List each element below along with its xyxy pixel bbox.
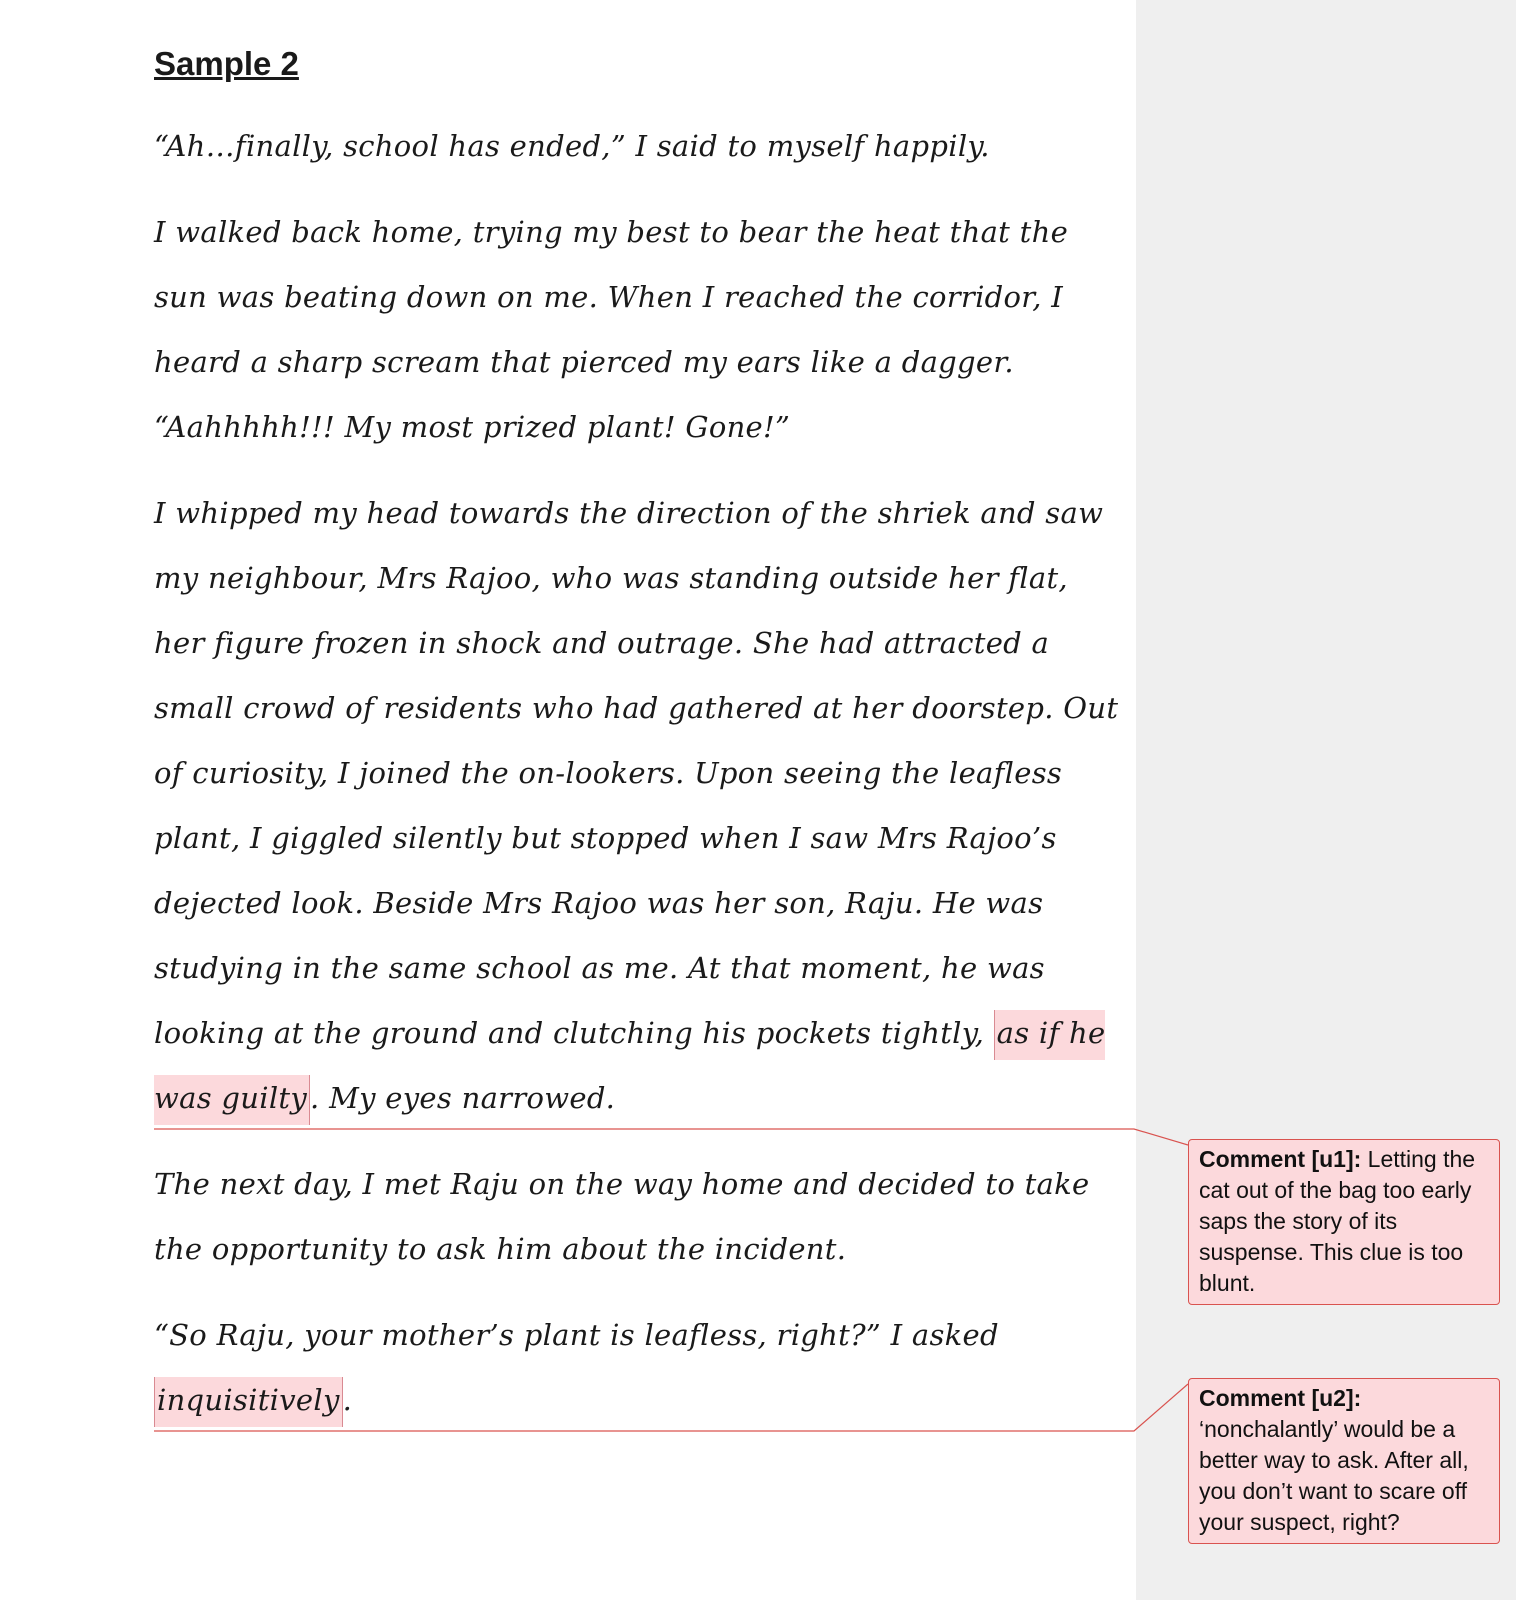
paragraph-text: “Ah…finally, school has ended,” I said to myself happily. (154, 129, 990, 163)
paragraph-text: “So Raju, your mother’s plant is leafless, right?” I asked (154, 1318, 999, 1352)
comment-u1[interactable] (1188, 1139, 1500, 1305)
document-title: Sample 2 (154, 45, 299, 82)
paragraph-1 (154, 114, 1124, 179)
comment-label: Comment [u2]: (1199, 1385, 1362, 1411)
comment-text: ‘nonchalantly’ would be a better way to ask. After all, you don’t want to scare off your suspect, right? (1199, 1416, 1469, 1535)
paragraph-text: I whipped my head towards the direction of the shriek and saw my neighbour, Mrs Rajoo, who was standing outside her flat, her figure frozen in shock and outrage. She had attracted a small crowd of residents who had gathered at her doorstep. Out of curiosity, I joined the on-lookers. Upon seeing the leafless plant, I giggled silently but stopped when I saw Mrs Rajoo’s dejected look. Beside Mrs Rajoo was her son, Raju. He was studying in the same school as me. At that moment, he was looking at the ground and clutching his pockets tightly, (154, 496, 1119, 1050)
paragraph-text: . My eyes narrowed. (310, 1081, 616, 1115)
paragraph-text: I walked back home, trying my best to bear the heat that the sun was beating down on me. When I reached the corridor, I heard a sharp scream that pierced my ears like a dagger. “Aahhhhh!!! My most prized plant! Gone!” (154, 215, 1069, 444)
comment-u2[interactable] (1188, 1378, 1500, 1544)
comment-margin-pane (1136, 0, 1516, 1600)
paragraph-text: . (342, 1383, 353, 1417)
paragraph-3 (154, 481, 1124, 1131)
comment-highlight-u2[interactable]: inquisitively (154, 1377, 343, 1427)
paragraph-text: The next day, I met Raju on the way home and decided to take the opportunity to ask him about the incident. (154, 1167, 1090, 1266)
paragraph-4 (154, 1152, 1124, 1282)
comment-label: Comment [u1]: (1199, 1146, 1362, 1172)
paragraph-5 (154, 1303, 1124, 1433)
comment-text: Letting the cat out of the bag too early saps the story of its suspense. This clue is too blunt. (1199, 1146, 1476, 1296)
comment-highlight-u1[interactable]: as if he was guilty (154, 1010, 1105, 1125)
paragraph-2 (154, 200, 1124, 460)
document-body[interactable] (154, 44, 1124, 1454)
